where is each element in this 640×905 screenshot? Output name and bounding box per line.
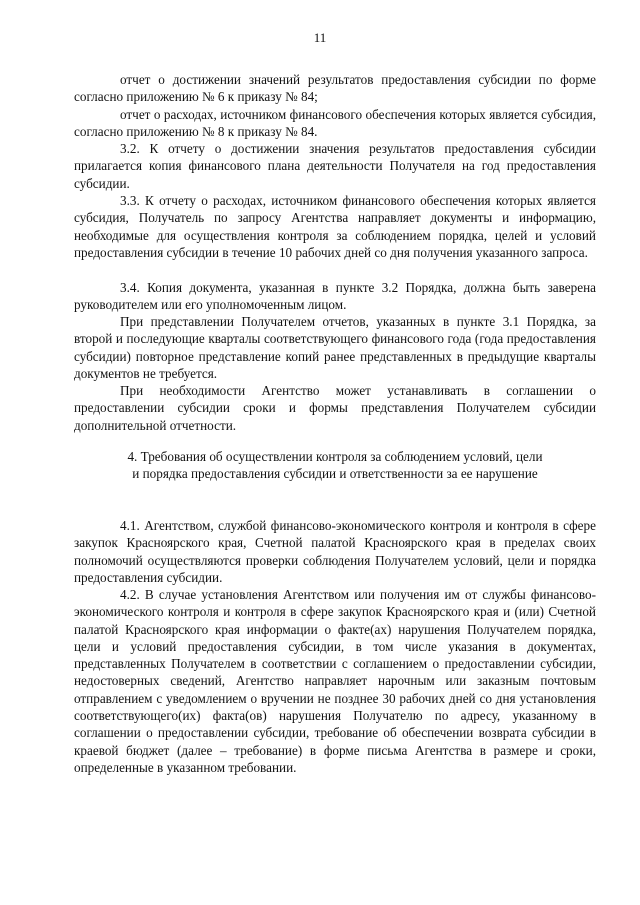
section-4-heading-line-1: 4. Требования об осуществлении контроля за соблюдением условий, цели — [127, 449, 543, 464]
paragraph-3-2: 3.2. К отчету о достижении значения результатов предоставления субсидии прилагается копия финансового плана деятельности Получателя на год предоставления субсидии. — [74, 141, 596, 191]
page-number: 11 — [313, 30, 327, 45]
paragraph-report-results: отчет о достижении значений результатов предоставления субсидии по форме согласно приложению № 6 к приказу № 84; — [74, 72, 596, 105]
paragraph-quarterly-reports: При представлении Получателем отчетов, указанных в пункте 3.1 Порядка, за второй и последующие кварталы соответствующего финансового года (года предоставления субсидии) повторное представление копий ранее представленных в предыдущие кварталы документов не требуется. — [74, 314, 596, 381]
paragraph-additional-reporting: При необходимости Агентство может устанавливать в соглашении о предоставлении субсидии сроки и формы представления Получателем субсидии дополнительной отчетности. — [74, 383, 596, 433]
paragraph-3-4: 3.4. Копия документа, указанная в пункте 3.2 Порядка, должна быть заверена руководителем или его уполномоченным лицом. — [74, 280, 596, 313]
paragraph-3-3: 3.3. К отчету о расходах, источником финансового обеспечения которых является субсидия, Получатель по запросу Агентства направляет документы и информацию, необходимые для осуществления контроля за соблюдением порядка, целей и условий предоставления субсидии в течение 10 рабочих дней со дня получения указанного запроса. — [74, 193, 596, 260]
paragraph-4-1: 4.1. Агентством, службой финансово-экономического контроля и контроля в сфере закупок Красноярского края, Счетной палатой Красноярского края в пределах своих полномочий осуществляются проверки соблюдения Получателем условий, цели и порядка предоставления субсидии. — [74, 518, 596, 585]
section-4-heading — [74, 448, 596, 483]
section-4-heading-line-2: и порядка предоставления субсидии и ответственности за ее нарушение — [132, 466, 538, 482]
paragraph-report-expenses: отчет о расходах, источником финансового обеспечения которых является субсидия, согласно приложению № 8 к приказу № 84. — [74, 107, 596, 140]
paragraph-4-2: 4.2. В случае установления Агентством или получения им от службы финансово-экономического контроля и контроля в сфере закупок Красноярского края и (или) Счетной палатой Красноярского края информации о факте(ах) нарушения Получателем порядка, цели и условий предоставления субсидии, в том числе указания в документах, представленных Получателем в соответствии с соглашением о предоставлении субсидии, недостоверных сведений, Агентство направляет нарочным или заказным почтовым отправлением с уведомлением о вручении не позднее 30 рабочих дней со дня установления соответствующего(их) факта(ов) нарушения Получателю по адресу, указанному в соглашении о предоставлении субсидии, требование об обеспечении возврата субсидии в краевой бюджет (далее – требование) в форме письма Агентства в размере и сроки, определенные в указанном требовании. — [74, 587, 596, 775]
